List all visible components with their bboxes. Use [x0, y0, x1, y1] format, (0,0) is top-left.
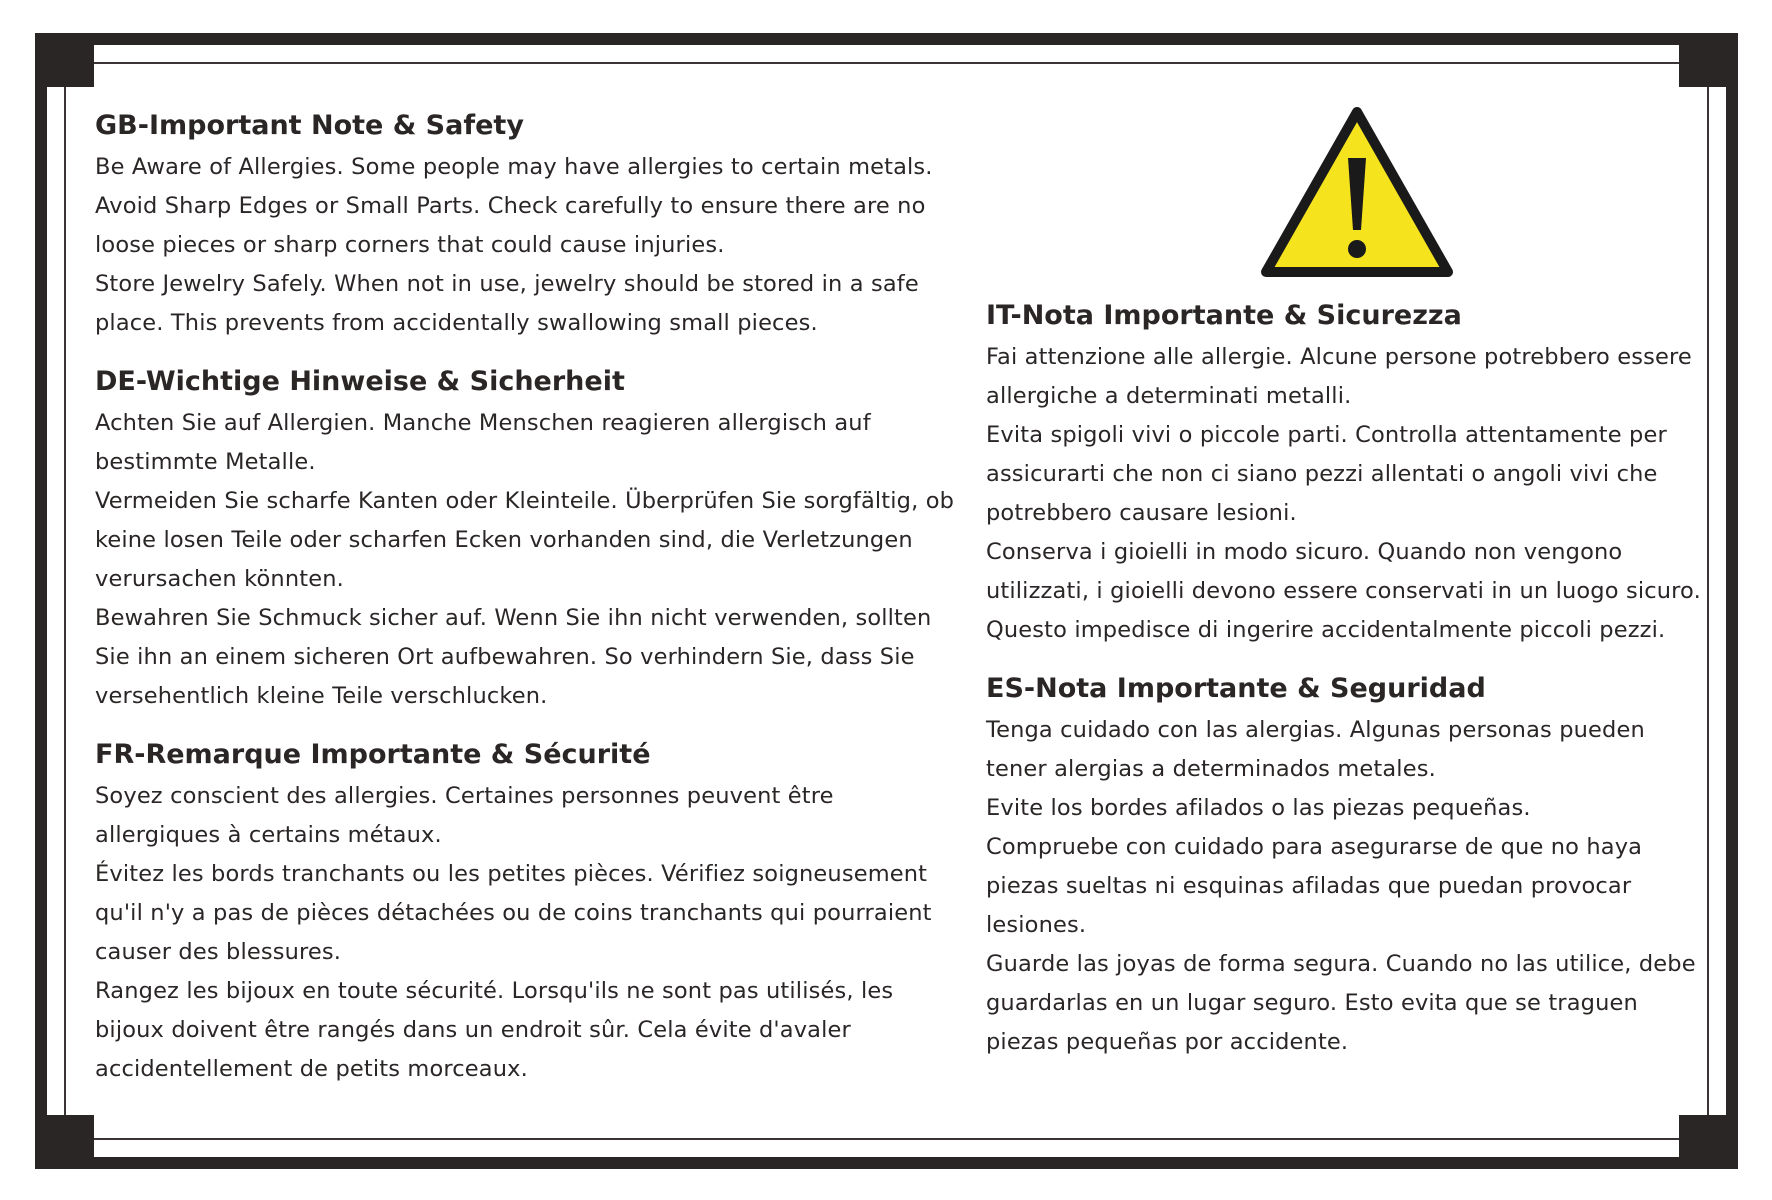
section-de	[95, 364, 965, 716]
warning-exclamation-dot	[1348, 240, 1366, 258]
section-title-fr: FR-Remarque Importante & Sécurité	[95, 739, 651, 770]
paragraph-es-allergies: Tenga cuidado con las alergias. Algunas personas pueden tener alergias a determinados metales.	[986, 717, 1645, 782]
paragraph-de-store-safely: Bewahren Sie Schmuck sicher auf. Wenn Sie ihn nicht verwenden, sollten Sie ihn an einem sicheren Ort aufbewahren. So verhindern Sie, dass Sie versehentlich kleine Teile verschlucken.	[95, 605, 932, 709]
section-es	[986, 671, 1706, 1062]
paragraph-es-check-carefully: Compruebe con cuidado para asegurarse de que no haya piezas sueltas ni esquinas afiladas que puedan provocar lesiones.	[986, 834, 1643, 938]
right-column	[986, 298, 1706, 1083]
frame-corner-bottom-right	[1679, 1115, 1726, 1157]
frame-line-left	[64, 87, 66, 1115]
frame-line-right	[1707, 87, 1709, 1115]
section-gb	[95, 108, 965, 343]
warning-triangle-icon	[1258, 104, 1456, 282]
paragraph-it-store-safely: Conserva i gioielli in modo sicuro. Quando non vengono utilizzati, i gioielli devono essere conservati in un luogo sicuro. Questo impedisce di ingerire accidentalmente piccoli pezzi.	[986, 539, 1701, 643]
frame-corner-top-right	[1679, 45, 1726, 87]
paragraph-es-store-safely: Guarde las joyas de forma segura. Cuando no las utilice, debe guardarlas en un lugar seguro. Esto evita que se traguen piezas pequeñas por accidente.	[986, 951, 1696, 1055]
paragraph-gb-allergies: Be Aware of Allergies. Some people may have allergies to certain metals.	[95, 154, 933, 180]
paragraph-fr-store-safely: Rangez les bijoux en toute sécurité. Lorsqu'ils ne sont pas utilisés, les bijoux doivent être rangés dans un endroit sûr. Cela évite d'avaler accidentellement de petits morceaux.	[95, 978, 894, 1082]
section-fr	[95, 737, 965, 1089]
paragraph-fr-sharp-edges: Évitez les bords tranchants ou les petites pièces. Vérifiez soigneusement qu'il n'y a pas de pièces détachées ou de coins tranchants qui pourraient causer des blessures.	[95, 861, 932, 965]
frame-line-top	[94, 62, 1679, 64]
paragraph-fr-allergies: Soyez conscient des allergies. Certaines personnes peuvent être allergiques à certains métaux.	[95, 783, 834, 848]
paragraph-es-sharp-edges: Evite los bordes afilados o las piezas pequeñas.	[986, 795, 1531, 821]
left-column	[95, 108, 965, 1110]
paragraph-gb-sharp-edges: Avoid Sharp Edges or Small Parts. Check carefully to ensure there are no loose pieces or sharp corners that could cause injuries.	[95, 193, 926, 258]
paragraph-it-allergies: Fai attenzione alle allergie. Alcune persone potrebbero essere allergiche a determinati metalli.	[986, 344, 1692, 409]
paragraph-gb-store-safely: Store Jewelry Safely. When not in use, jewelry should be stored in a safe place. This prevents from accidentally swallowing small pieces.	[95, 271, 919, 336]
section-title-es: ES-Nota Importante & Seguridad	[986, 673, 1486, 704]
paragraph-it-sharp-edges: Evita spigoli vivi o piccole parti. Controlla attentamente per assicurarti che non ci siano pezzi allentati o angoli vivi che potrebbero causare lesioni.	[986, 422, 1667, 526]
section-title-it: IT-Nota Importante & Sicurezza	[986, 300, 1462, 331]
paragraph-de-allergies: Achten Sie auf Allergien. Manche Menschen reagieren allergisch auf bestimmte Metalle.	[95, 410, 871, 475]
frame-corner-top-left	[47, 45, 94, 87]
section-title-de: DE-Wichtige Hinweise & Sicherheit	[95, 366, 625, 397]
paragraph-de-sharp-edges: Vermeiden Sie scharfe Kanten oder Kleinteile. Überprüfen Sie sorgfältig, ob keine losen Teile oder scharfen Ecken vorhanden sind, die Verletzungen verursachen könnten.	[95, 488, 955, 592]
section-title-gb: GB-Important Note & Safety	[95, 110, 524, 141]
frame-line-bottom	[94, 1138, 1679, 1140]
frame-corner-bottom-left	[47, 1115, 94, 1157]
section-it	[986, 298, 1706, 650]
